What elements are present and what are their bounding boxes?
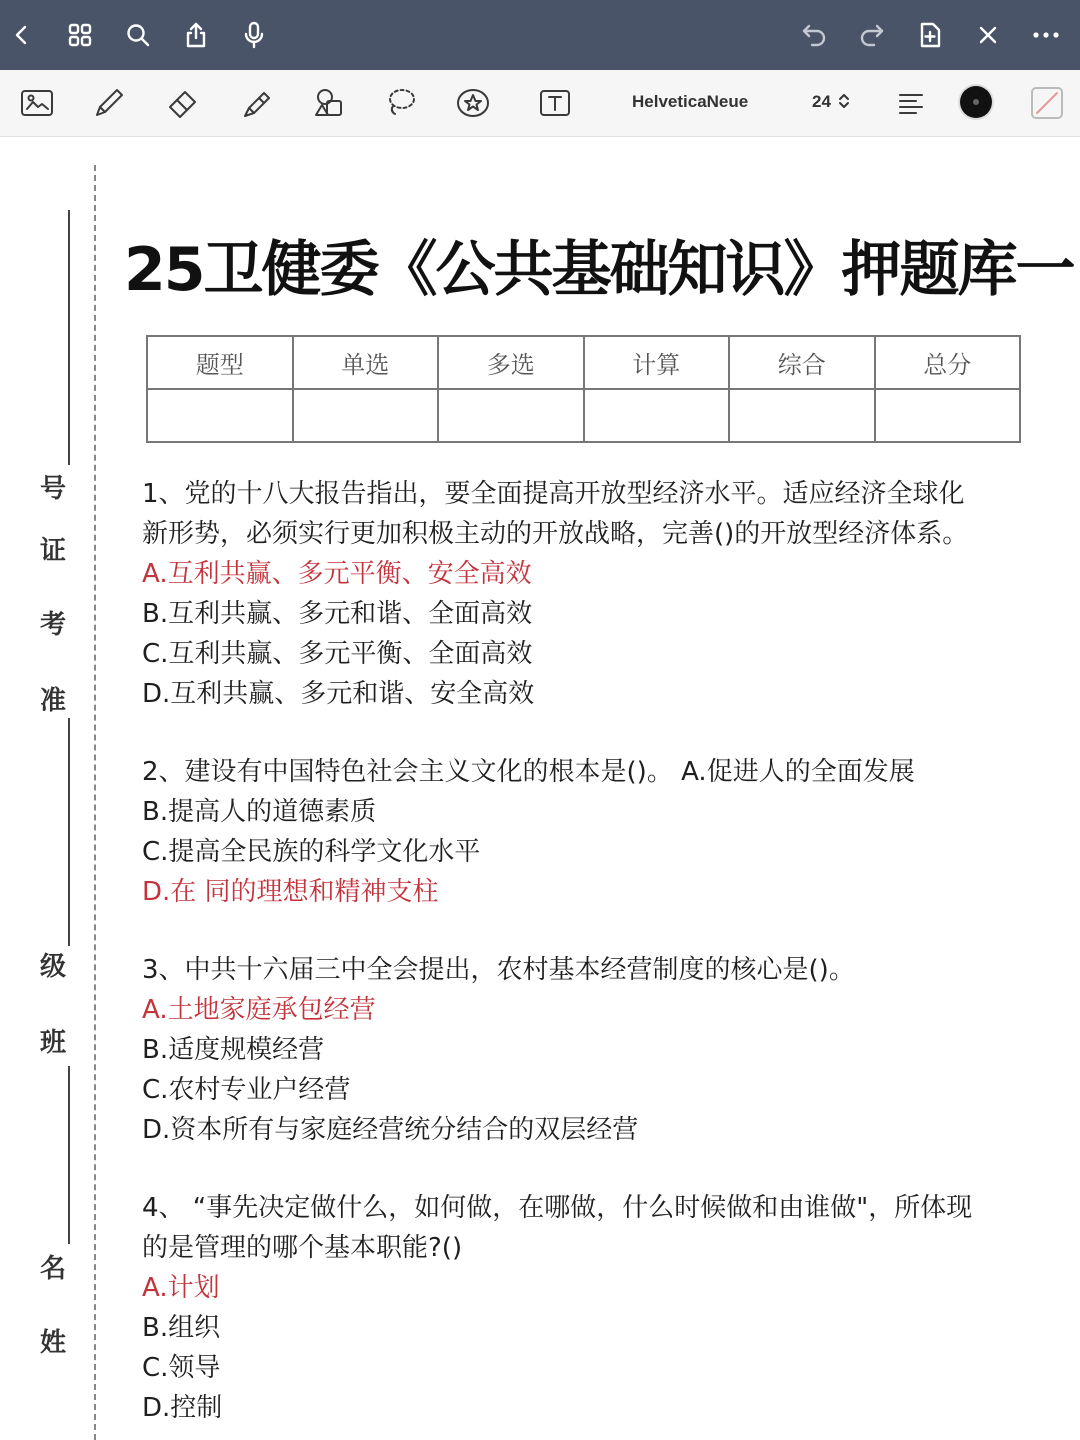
- sidebar-char: 名: [39, 1254, 66, 1284]
- lasso-tool-icon[interactable]: [380, 82, 422, 124]
- eraser-tool-icon[interactable]: [162, 82, 204, 124]
- score-table: [146, 335, 1021, 443]
- stepper-chevron-icon: [838, 93, 850, 109]
- option-d-correct: D.在 同的理想和精神支柱: [142, 877, 439, 907]
- option-a-correct: A.互利共赢、多元平衡、安全高效: [142, 559, 532, 589]
- option-b: B.适度规模经营: [142, 1035, 325, 1065]
- sidebar-char: 班: [39, 1028, 66, 1058]
- annotation-toolbar: [0, 70, 1080, 137]
- option-a-correct: A.计划: [142, 1273, 220, 1303]
- sidebar-rule: [68, 718, 70, 946]
- redo-icon[interactable]: [854, 17, 890, 53]
- option-c: C.提高全民族的科学文化水平: [142, 837, 481, 867]
- top-navigation-bar: [0, 0, 1080, 70]
- search-icon[interactable]: [120, 17, 156, 53]
- undo-icon[interactable]: [796, 17, 832, 53]
- binding-dashed-line: [94, 165, 96, 1440]
- text-color-swatch[interactable]: [960, 86, 992, 118]
- table-header-cell: 总分: [875, 336, 1021, 389]
- sidebar-char: 级: [39, 952, 66, 982]
- sidebar-char: 准: [39, 686, 66, 716]
- option-b: B.提高人的道德素质: [142, 797, 377, 827]
- question-text: 4、 “事先决定做什么，如何做，在哪做，什么时候做和由谁做"，所体现: [142, 1193, 973, 1223]
- option-d: D.互利共赢、多元和谐、安全高效: [142, 679, 535, 709]
- score-cell[interactable]: [293, 389, 439, 442]
- microphone-icon[interactable]: [236, 17, 272, 53]
- question-1: [142, 474, 1057, 714]
- highlighter-tool-icon[interactable]: [236, 82, 278, 124]
- font-name-selector[interactable]: HelveticaNeue: [632, 92, 749, 111]
- sidebar-char: 证: [39, 536, 66, 566]
- option-c: C.领导: [142, 1353, 221, 1383]
- option-d: D.资本所有与家庭经营统分结合的双层经营: [142, 1115, 639, 1145]
- share-icon[interactable]: [178, 17, 214, 53]
- score-cell[interactable]: [147, 389, 293, 442]
- sidebar-char: 姓: [39, 1328, 66, 1358]
- option-b: B.互利共赢、多元和谐、全面高效: [142, 599, 533, 629]
- sidebar-char: 考: [39, 610, 66, 640]
- table-header-cell: 题型: [147, 336, 293, 389]
- close-icon[interactable]: [970, 17, 1006, 53]
- table-header-cell: 单选: [293, 336, 439, 389]
- option-a-correct: A.土地家庭承包经营: [142, 995, 376, 1025]
- add-page-icon[interactable]: [912, 17, 948, 53]
- score-cell[interactable]: [438, 389, 584, 442]
- document-title: 25卫健委《公共基础知识》押题库一: [124, 235, 1074, 305]
- sticker-tool-icon[interactable]: [452, 82, 494, 124]
- question-text: 3、中共十六届三中全会提出，农村基本经营制度的核心是()。: [142, 955, 855, 985]
- option-d: D.控制: [142, 1393, 223, 1423]
- table-header-cell: 多选: [438, 336, 584, 389]
- option-c: C.互利共赢、多元平衡、全面高效: [142, 639, 533, 669]
- shape-tool-icon[interactable]: [308, 82, 350, 124]
- back-icon[interactable]: [4, 17, 40, 53]
- score-cell[interactable]: [729, 389, 875, 442]
- question-text: 1、党的十八大报告指出，要全面提高开放型经济水平。适应经济全球化: [142, 479, 965, 509]
- question-text: 新形势，必须实行更加积极主动的开放战略，完善()的开放型经济体系。: [142, 519, 969, 549]
- font-size-selector[interactable]: [812, 92, 850, 112]
- sidebar-rule: [68, 210, 70, 465]
- grid-view-icon[interactable]: [62, 17, 98, 53]
- font-size-value: 24: [812, 92, 831, 111]
- question-3: [142, 950, 1057, 1150]
- table-header-cell: 计算: [584, 336, 730, 389]
- question-text: 2、建设有中国特色社会主义文化的根本是()。 A.促进人的全面发展: [142, 757, 915, 787]
- pen-tool-icon[interactable]: [88, 82, 130, 124]
- background-color-icon[interactable]: [1026, 82, 1068, 124]
- image-tool-icon[interactable]: [16, 82, 58, 124]
- text-align-icon[interactable]: [890, 82, 932, 124]
- text-tool-icon[interactable]: [534, 82, 576, 124]
- option-b: B.组织: [142, 1313, 221, 1343]
- question-text: 的是管理的哪个基本职能?(): [142, 1233, 463, 1263]
- score-cell[interactable]: [584, 389, 730, 442]
- sidebar-rule: [68, 1066, 70, 1244]
- more-icon[interactable]: [1028, 17, 1064, 53]
- sidebar-char: 号: [39, 474, 66, 504]
- option-c: C.农村专业户经营: [142, 1075, 351, 1105]
- question-2: [142, 752, 1057, 912]
- table-header-cell: 综合: [729, 336, 875, 389]
- question-4: [142, 1188, 1057, 1428]
- score-cell[interactable]: [875, 389, 1021, 442]
